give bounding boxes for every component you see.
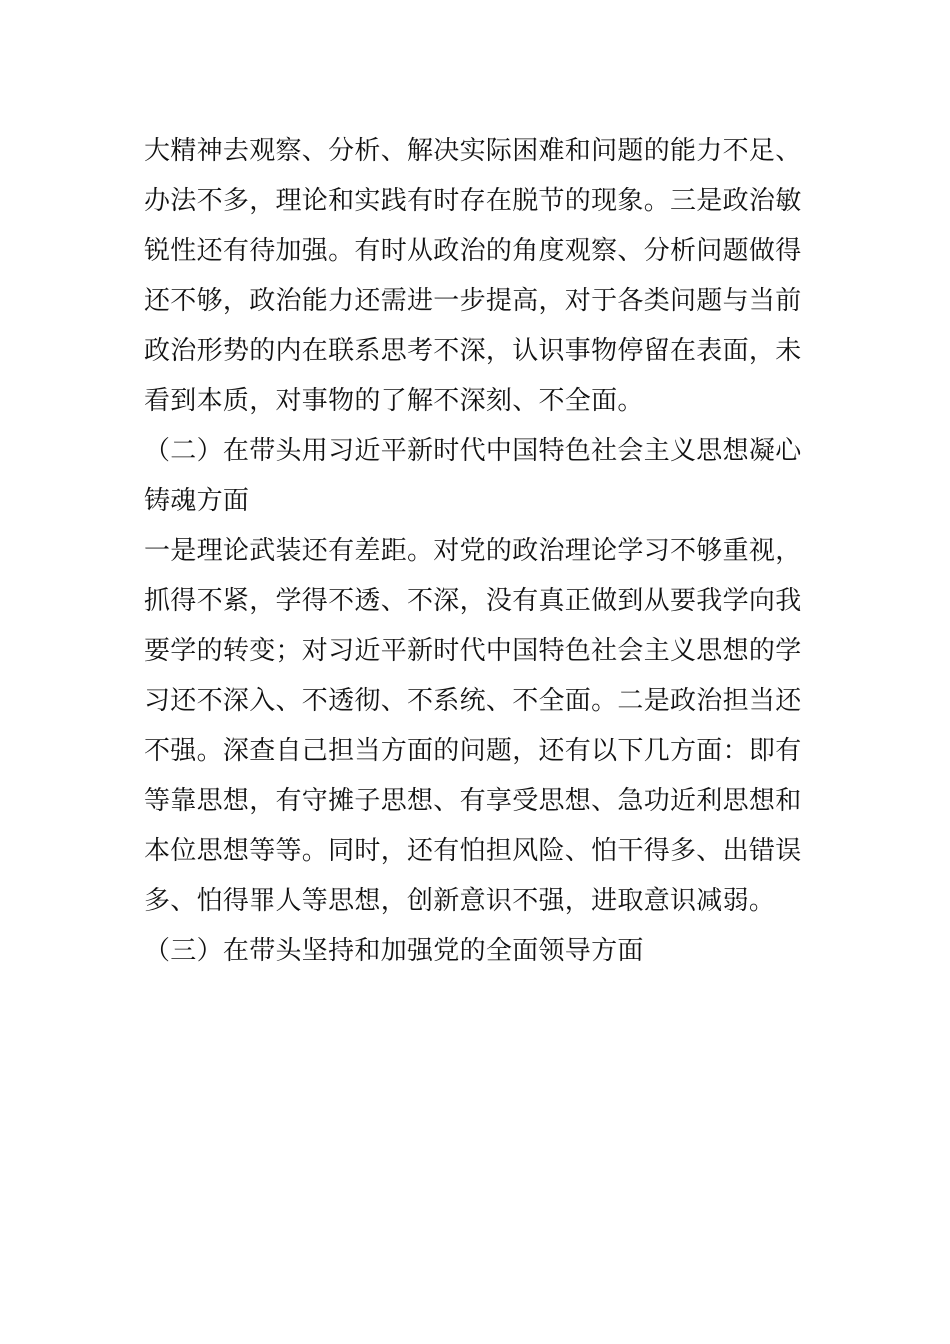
body-text-line: 大精神去观察、分析、解决实际困难和问题的能力不足、 [144, 136, 802, 166]
body-text-line: 本位思想等等。同时，还有怕担风险、怕干得多、出错误 [144, 836, 802, 866]
section-heading-line: 铸魂方面 [144, 486, 250, 516]
body-text-line: 政治形势的内在联系思考不深，认识事物停留在表面，未 [144, 336, 802, 366]
body-text-line: 多、怕得罪人等思想，创新意识不强，进取意识减弱。 [144, 886, 776, 916]
body-text-line: 看到本质，对事物的了解不深刻、不全面。 [144, 386, 644, 416]
body-text-line: 一是理论武装还有差距。对党的政治理论学习不够重视， [144, 536, 802, 566]
body-text-line: 锐性还有待加强。有时从政治的角度观察、分析问题做得 [144, 236, 802, 266]
body-text-line: 办法不多，理论和实践有时存在脱节的现象。三是政治敏 [144, 186, 802, 216]
body-text-line: 还不够，政治能力还需进一步提高，对于各类问题与当前 [144, 286, 802, 316]
body-text-line: 不强。深查自己担当方面的问题，还有以下几方面：即有 [144, 736, 802, 766]
body-text-line: 抓得不紧，学得不透、不深，没有真正做到从要我学向我 [144, 586, 802, 616]
body-text-line: 等靠思想，有守摊子思想、有享受思想、急功近利思想和 [144, 786, 802, 816]
body-text-line: 要学的转变；对习近平新时代中国特色社会主义思想的学 [144, 636, 802, 666]
section-heading-line: （二）在带头用习近平新时代中国特色社会主义思想凝心 [144, 436, 802, 466]
section-heading-line: （三）在带头坚持和加强党的全面领导方面 [144, 936, 644, 966]
document-body [144, 126, 808, 976]
body-text-line: 习还不深入、不透彻、不系统、不全面。二是政治担当还 [144, 686, 802, 716]
